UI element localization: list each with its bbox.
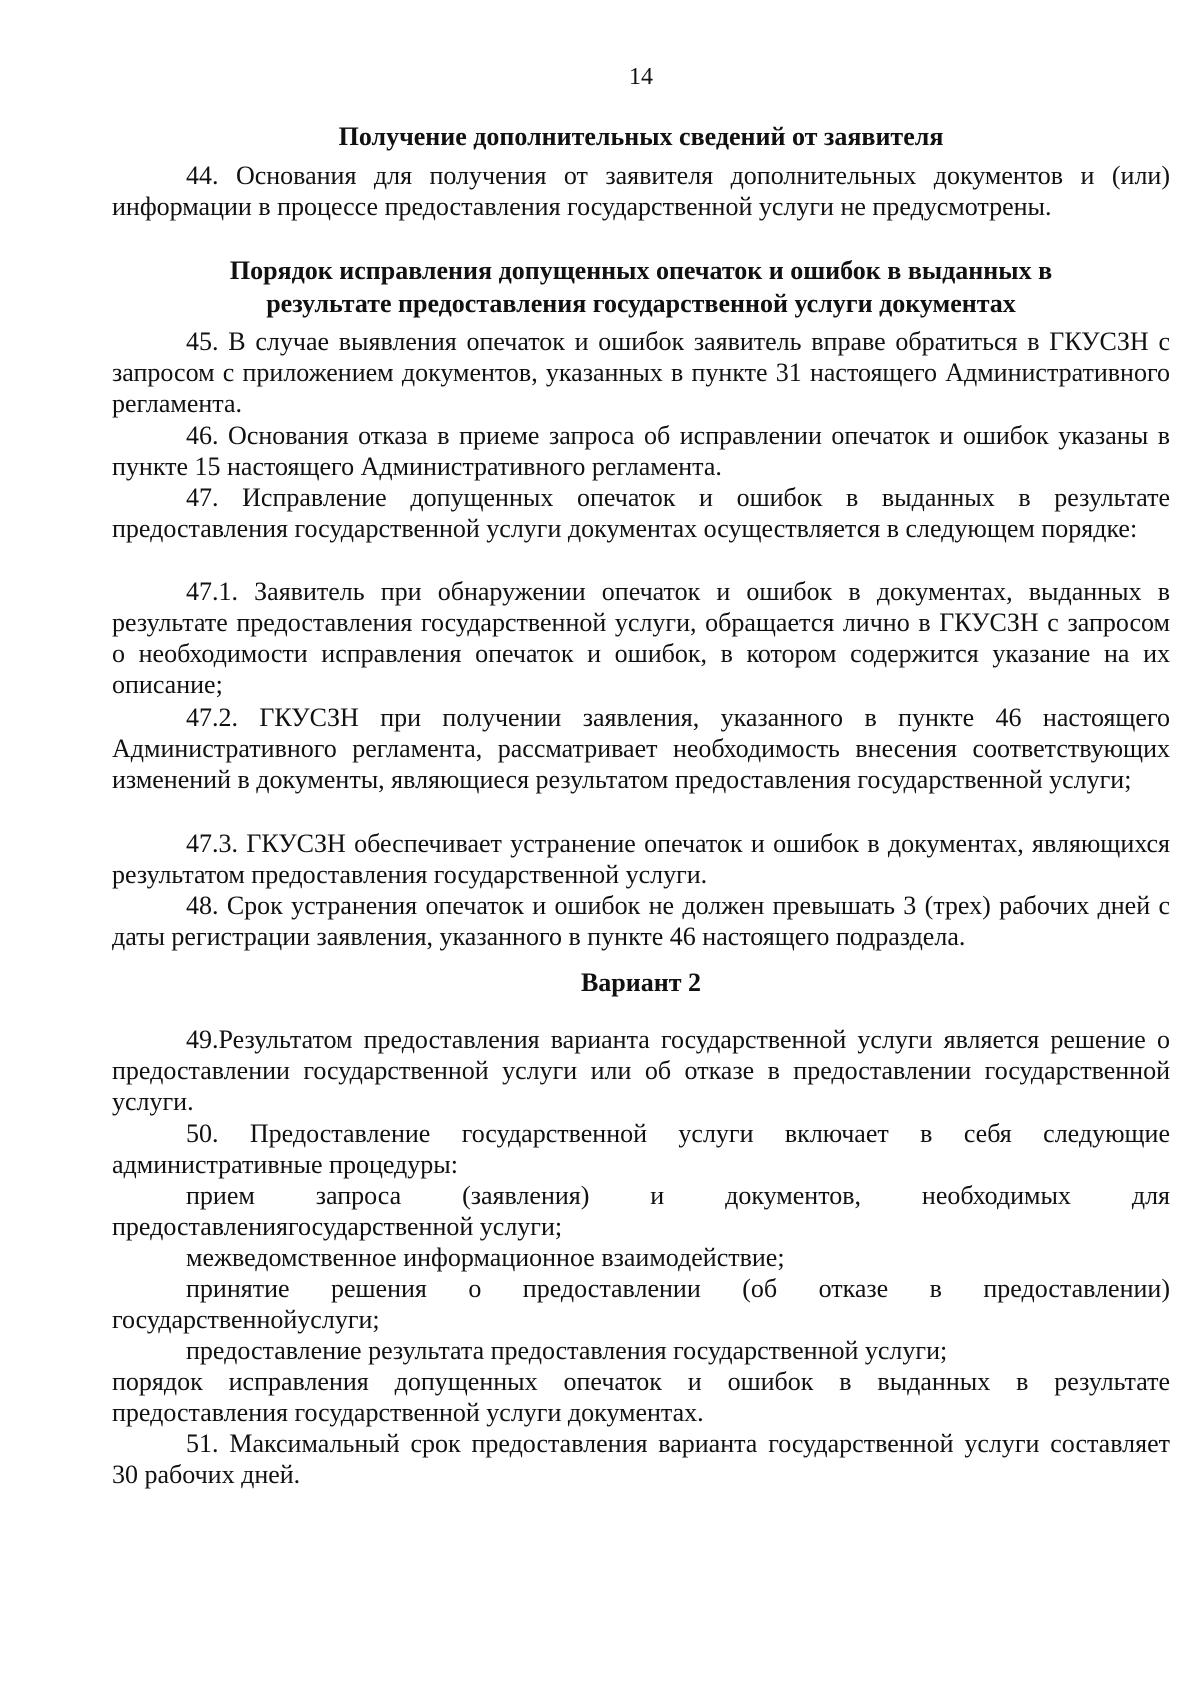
section-heading-additional-info: Получение дополнительных сведений от заявителя (338, 122, 944, 151)
paragraph-51: 51. Максимальный срок предоставления варианта государственной услуги составляет 30 рабочих дней. (112, 1429, 1170, 1489)
page-number: 14 (629, 64, 653, 90)
section-heading-variant-2: Вариант 2 (580, 968, 702, 997)
paragraph-46: 46. Основания отказа в приеме запроса об исправлении опечаток и ошибок указаны в пункте 15 настоящего Административного регламента. (112, 421, 1170, 481)
paragraph-50: 50. Предоставление государственной услуги включает в себя следующие административные процедуры: (112, 1119, 1170, 1179)
paragraph-49: 49.Результатом предоставления варианта государственной услуги является решение о предоставлении государственной услуги или об отказе в предоставлении государственной услуги. (112, 1025, 1170, 1116)
paragraph-50-item-corrections: порядок исправления допущенных опечаток и ошибок в выданных в результате предоставления государственной услуги документах. (112, 1367, 1170, 1427)
paragraph-50-item-request: прием запроса (заявления) и документов, необходимых для предоставлениягосударственной услуги; (112, 1181, 1170, 1241)
paragraph-47-3: 47.3. ГКУСЗН обеспечивает устранение опечаток и ошибок в документах, являющихся результатом предоставления государственной услуги. (112, 829, 1170, 889)
section-heading-corrections (112, 254, 1170, 320)
section-heading-corrections-line2: результате предоставления государственной услуги документах (266, 289, 1016, 318)
section-heading-corrections-line1: Порядок исправления допущенных опечаток и ошибок в выданных в (229, 256, 1053, 285)
paragraph-48: 48. Срок устранения опечаток и ошибок не должен превышать 3 (трех) рабочих дней с даты регистрации заявления, указанного в пункте 46 настоящего подраздела. (112, 891, 1170, 951)
paragraph-47-2: 47.2. ГКУСЗН при получении заявления, указанного в пункте 46 настоящего Административного регламента, рассматривает необходимость внесения соответствующих изменений в документы, являющиеся результатом предоставления государственной услуги; (112, 703, 1170, 794)
paragraph-50-item-interagency: межведомственное информационное взаимодействие; (186, 1243, 785, 1272)
paragraph-47-1: 47.1. Заявитель при обнаружении опечаток и ошибок в документах, выданных в результате предоставления государственной услуги, обращается лично в ГКУСЗН с запросом о необходимости исправления опечаток и ошибок, в котором содержится указание на их описание; (112, 577, 1170, 699)
paragraph-45: 45. В случае выявления опечаток и ошибок заявитель вправе обратиться в ГКУСЗН с запросом с приложением документов, указанных в пункте 31 настоящего Административного регламента. (112, 327, 1170, 418)
paragraph-50-item-result: предоставление результата предоставления государственной услуги; (186, 1336, 948, 1365)
paragraph-44: 44. Основания для получения от заявителя дополнительных документов и (или) информации в процессе предоставления государственной услуги не предусмотрены. (112, 161, 1170, 221)
paragraph-47: 47. Исправление допущенных опечаток и ошибок в выданных в результате предоставления государственной услуги документах осуществляется в следующем порядке: (112, 483, 1170, 543)
paragraph-50-item-decision: принятие решения о предоставлении (об отказе в предоставлении) государственнойуслуги; (112, 1274, 1170, 1334)
